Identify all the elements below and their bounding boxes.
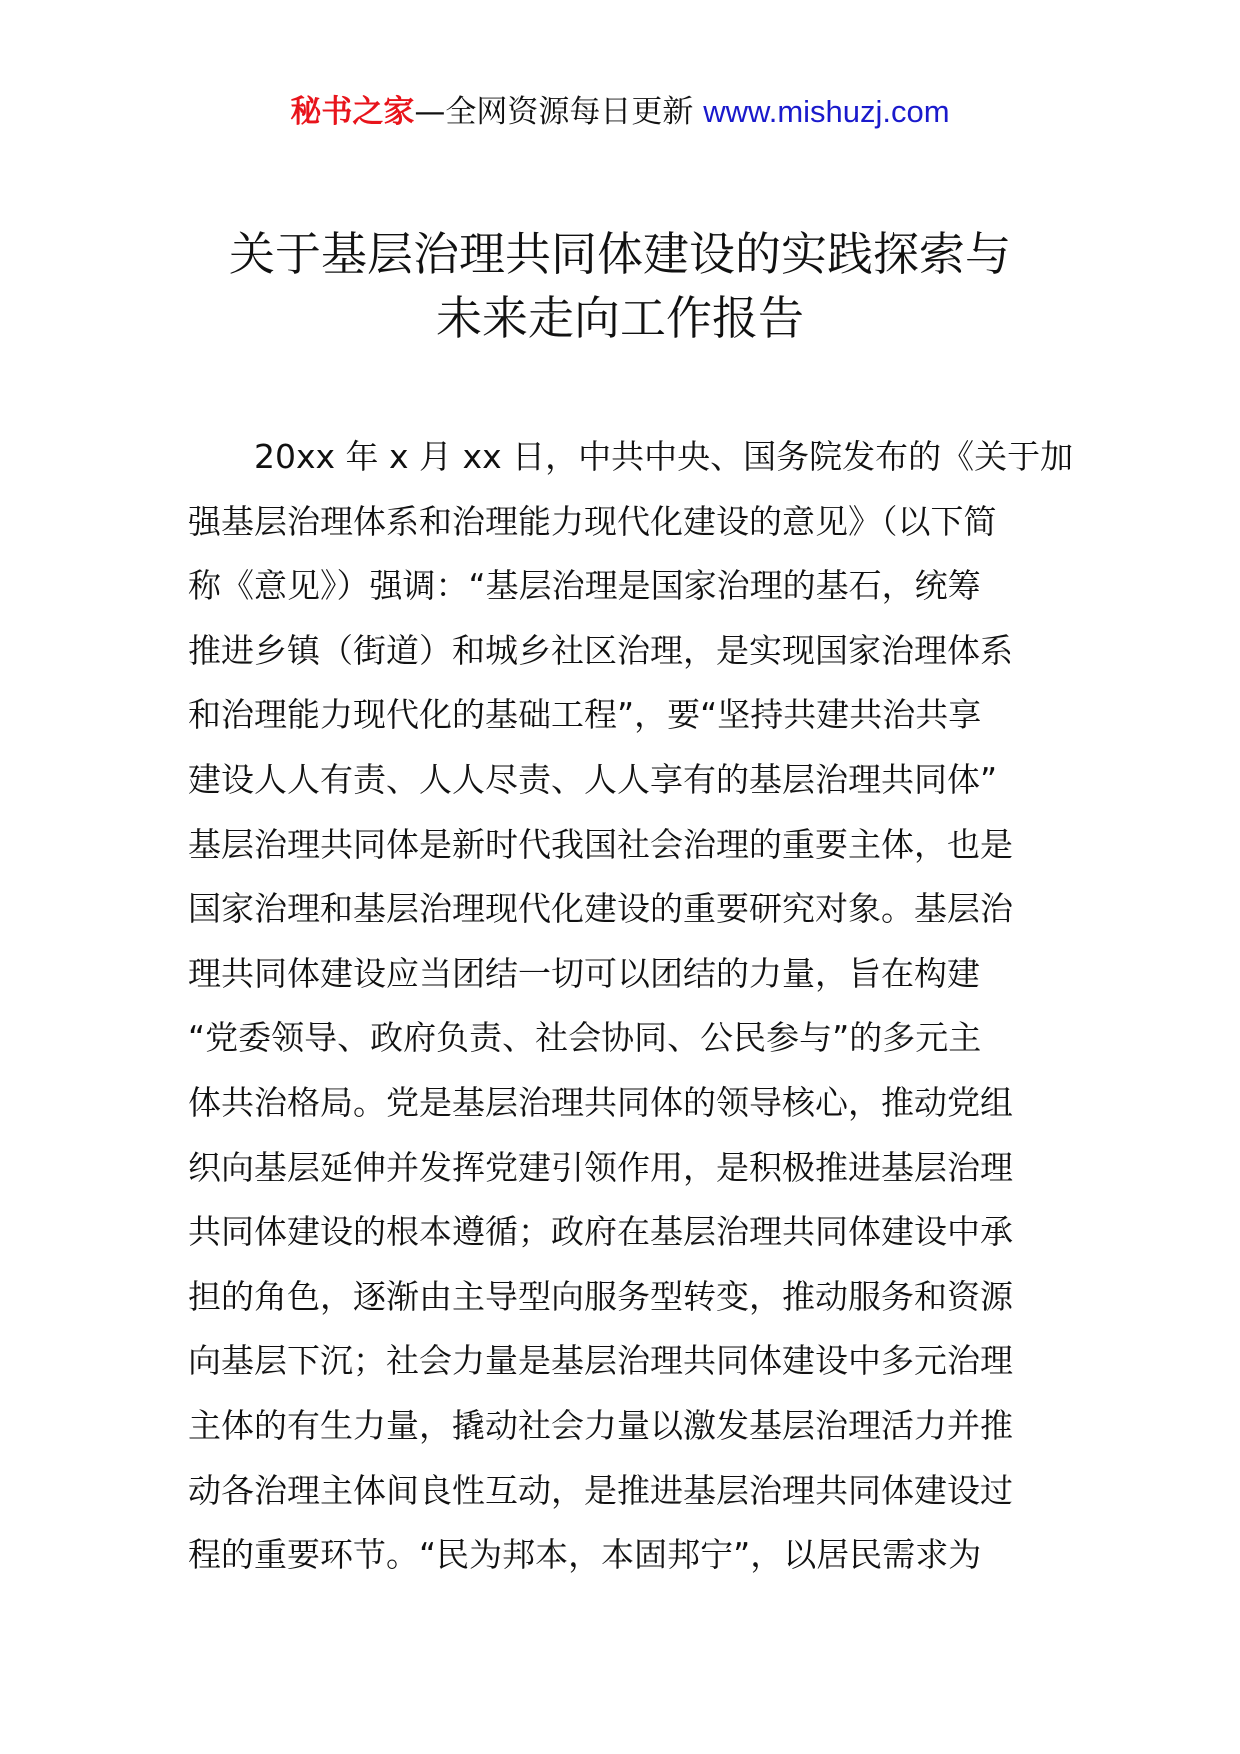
paragraph-line: 基层治理共同体是新时代我国社会治理的重要主体，也是 <box>188 824 1013 864</box>
site-url-link[interactable]: www.mishuzj.com <box>703 94 950 129</box>
document-body <box>188 425 1074 1588</box>
title-line: 未来走向工作报告 <box>436 291 804 345</box>
paragraph-line: 担的角色，逐渐由主导型向服务型转变，推动服务和资源 <box>188 1276 1013 1316</box>
paragraph-line: 向基层下沉；社会力量是基层治理共同体建设中多元治理 <box>188 1341 1013 1381</box>
paragraph-line: 共同体建设的根本遵循；政府在基层治理共同体建设中承 <box>188 1212 1013 1252</box>
paragraph-line: 和治理能力现代化的基础工程”，要“坚持共建共治共享 <box>188 695 982 735</box>
paragraph-line: 国家治理和基层治理现代化建设的重要研究对象。基层治 <box>188 889 1013 929</box>
paragraph-line: 动各治理主体间良性互动，是推进基层治理共同体建设过 <box>188 1470 1013 1510</box>
paragraph-line: 称《意见》）强调：“基层治理是国家治理的基石，统筹 <box>188 566 981 606</box>
paragraph-line: 程的重要环节。“民为邦本，本固邦宁”，以居民需求为 <box>188 1535 982 1575</box>
paragraph-line: 推进乡镇（街道）和城乡社区治理，是实现国家治理体系 <box>188 630 1013 670</box>
paragraph-line: 强基层治理体系和治理能力现代化建设的意见》（以下简 <box>188 501 997 541</box>
title-line: 关于基层治理共同体建设的实践探索与 <box>229 227 1011 281</box>
paragraph-line: “党委领导、政府负责、社会协同、公民参与”的多元主 <box>188 1018 982 1058</box>
paragraph-line: 织向基层延伸并发挥党建引领作用，是积极推进基层治理 <box>188 1147 1013 1187</box>
paragraph-line: 主体的有生力量，撬动社会力量以激发基层治理活力并推 <box>188 1405 1013 1445</box>
paragraph-line: 体共治格局。党是基层治理共同体的领导核心，推动党组 <box>188 1082 1013 1122</box>
site-slogan: —全网资源每日更新 <box>414 94 704 130</box>
site-header <box>0 92 1240 132</box>
paragraph-line: 理共同体建设应当团结一切可以团结的力量，旨在构建 <box>188 953 980 993</box>
paragraph-line: 20xx 年 x 月 xx 日，中共中央、国务院发布的《关于加 <box>254 437 1074 476</box>
site-brand: 秘书之家 <box>290 94 415 130</box>
document-title <box>0 222 1240 350</box>
paragraph-line: 建设人人有责、人人尽责、人人享有的基层治理共同体” <box>188 759 998 799</box>
